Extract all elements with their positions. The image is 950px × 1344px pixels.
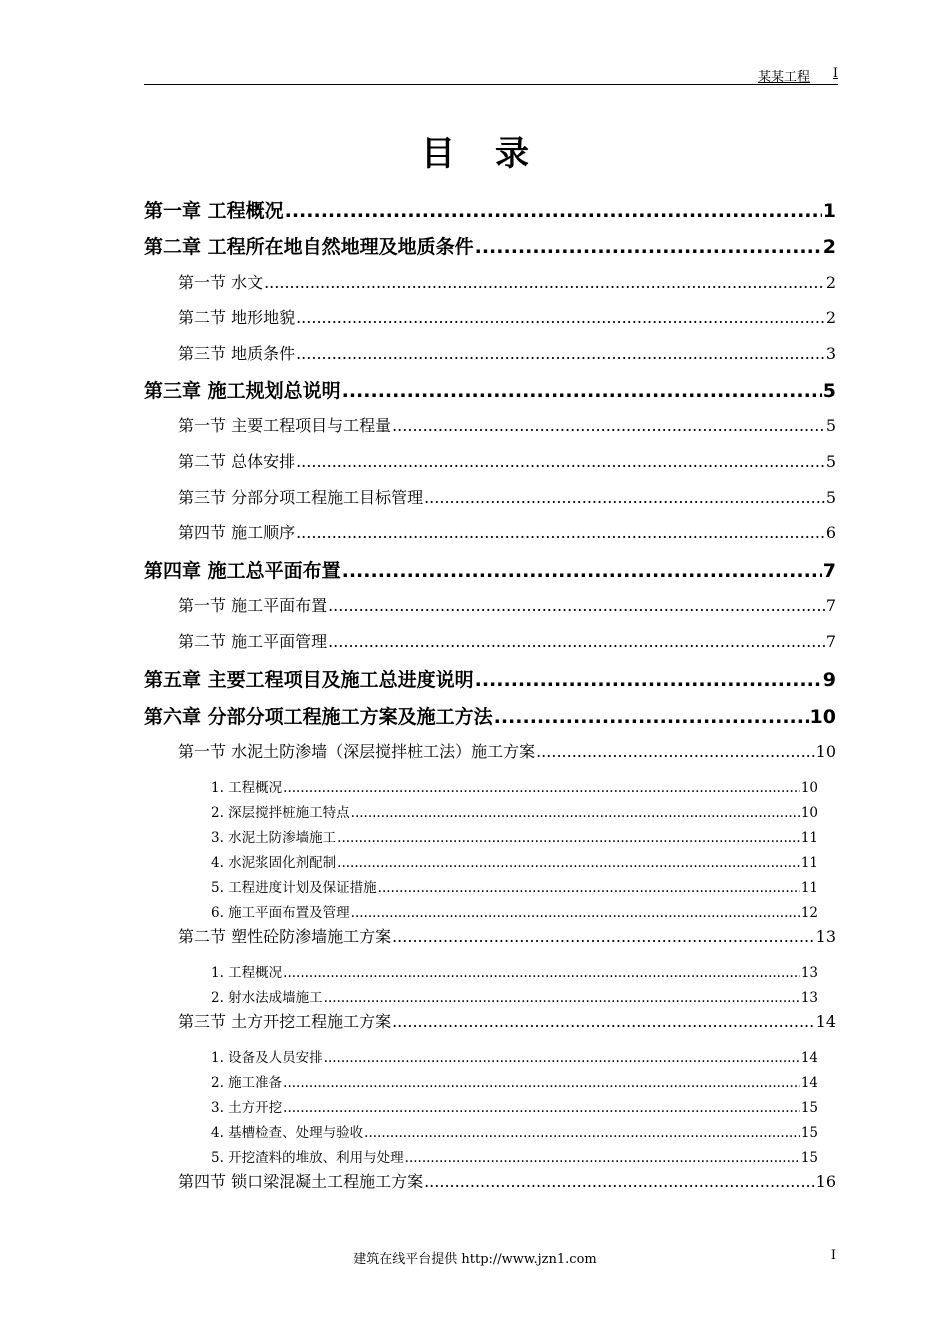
toc-entry-page: 9 xyxy=(822,669,836,691)
toc-entry[interactable] xyxy=(211,1071,818,1091)
toc-dot-leader xyxy=(296,523,825,542)
toc-dot-leader xyxy=(405,1150,800,1166)
toc-entry-label: 第一节 主要工程项目与工程量 xyxy=(178,416,392,435)
toc-entry[interactable] xyxy=(144,702,836,729)
toc-entry-label: 3. 水泥土防渗墙施工 xyxy=(211,830,337,846)
toc-entry-label: 5. 开挖渣料的堆放、利用与处理 xyxy=(211,1150,404,1166)
toc-entry-label: 第一节 水泥土防渗墙（深层搅拌桩工法）施工方案 xyxy=(178,742,536,761)
toc-entry-page: 5 xyxy=(825,416,836,435)
toc-entry[interactable] xyxy=(211,986,818,1006)
toc-entry[interactable] xyxy=(211,1121,818,1141)
toc-entry-page: 10 xyxy=(815,742,836,761)
toc-entry-page: 2 xyxy=(822,236,836,258)
toc-entry[interactable] xyxy=(211,776,818,796)
toc-entry[interactable] xyxy=(178,629,836,652)
toc-entry[interactable] xyxy=(144,376,836,403)
toc-entry[interactable] xyxy=(178,449,836,472)
toc-entry-page: 15 xyxy=(800,1100,818,1116)
toc-dot-leader xyxy=(392,927,815,946)
toc-entry-label: 第二节 总体安排 xyxy=(178,452,296,471)
toc-entry[interactable] xyxy=(178,341,836,364)
toc-entry-label: 第一节 施工平面布置 xyxy=(178,596,328,615)
toc-entry-page: 14 xyxy=(815,1012,836,1031)
page-title: 目录 xyxy=(421,134,569,174)
toc-entry-label: 第六章 分部分项工程施工方案及施工方法 xyxy=(144,706,493,728)
toc-dot-leader xyxy=(296,452,825,471)
toc-entry-label: 1. 设备及人员安排 xyxy=(211,1050,323,1066)
toc-entry-page: 11 xyxy=(800,830,818,846)
toc-entry-page: 16 xyxy=(815,1172,836,1191)
toc-entry-label: 第四节 施工顺序 xyxy=(178,523,296,542)
toc-entry-label: 5. 工程进度计划及保证措施 xyxy=(211,880,377,896)
toc-entry-label: 第三章 施工规划总说明 xyxy=(144,380,341,402)
toc-dot-leader xyxy=(475,236,822,258)
toc-entry-label: 4. 水泥浆固化剂配制 xyxy=(211,855,337,871)
toc-entry-page: 5 xyxy=(825,452,836,471)
toc-dot-leader xyxy=(392,1012,815,1031)
toc-entry-page: 5 xyxy=(825,488,836,507)
toc-entry-label: 2. 射水法成墙施工 xyxy=(211,990,323,1006)
toc-entry-page: 15 xyxy=(800,1125,818,1141)
toc-entry[interactable] xyxy=(211,961,818,981)
toc-dot-leader xyxy=(296,344,825,363)
toc-dot-leader xyxy=(342,560,822,582)
toc-dot-leader xyxy=(283,1100,800,1116)
toc-entry[interactable] xyxy=(178,485,836,508)
toc-entry-page: 15 xyxy=(800,1150,818,1166)
header-page-number: I xyxy=(832,66,838,81)
toc-dot-leader xyxy=(351,805,800,821)
toc-entry-label: 3. 土方开挖 xyxy=(211,1100,283,1116)
page-header xyxy=(144,66,838,85)
footer-page-number: I xyxy=(830,1248,836,1263)
toc-entry-label: 第四节 锁口梁混凝土工程施工方案 xyxy=(178,1172,424,1191)
toc-entry[interactable] xyxy=(178,924,836,947)
toc-dot-leader xyxy=(378,880,800,896)
toc-entry[interactable] xyxy=(144,665,836,692)
toc-entry[interactable] xyxy=(178,520,836,543)
footer-text: 建筑在线平台提供 http://www.jzn1.com xyxy=(353,1252,597,1267)
toc-entry-label: 6. 施工平面布置及管理 xyxy=(211,905,350,921)
toc-entry[interactable] xyxy=(211,1046,818,1066)
toc-entry-label: 1. 工程概况 xyxy=(211,780,283,796)
toc-dot-leader xyxy=(324,990,800,1006)
toc-entry-label: 第三节 土方开挖工程施工方案 xyxy=(178,1012,392,1031)
toc-entry-label: 第一章 工程概况 xyxy=(144,200,284,222)
toc-entry-page: 12 xyxy=(800,905,818,921)
toc-entry-page: 7 xyxy=(825,632,836,651)
toc-entry-label: 1. 工程概况 xyxy=(211,965,283,981)
toc-entry-page: 11 xyxy=(800,880,818,896)
toc-dot-leader xyxy=(337,830,800,846)
toc-dot-leader xyxy=(285,200,822,222)
toc-entry-label: 第二章 工程所在地自然地理及地质条件 xyxy=(144,236,474,258)
toc-entry[interactable] xyxy=(178,1009,836,1032)
toc-entry-page: 2 xyxy=(825,308,836,327)
toc-entry-page: 10 xyxy=(800,805,818,821)
header-title: 某某工程 xyxy=(757,70,810,85)
toc-dot-leader xyxy=(264,273,825,292)
toc-entry[interactable] xyxy=(178,413,836,436)
toc-entry[interactable] xyxy=(211,851,818,871)
toc-dot-leader xyxy=(364,1125,800,1141)
toc-dot-leader xyxy=(392,416,825,435)
toc-entry[interactable] xyxy=(144,232,836,259)
toc-entry-label: 2. 深层搅拌桩施工特点 xyxy=(211,805,350,821)
toc-entry-page: 13 xyxy=(815,927,836,946)
toc-entry[interactable] xyxy=(178,305,836,328)
toc-dot-leader xyxy=(494,706,809,728)
toc-entry-label: 第五章 主要工程项目及施工总进度说明 xyxy=(144,669,474,691)
toc-entry-page: 11 xyxy=(800,855,818,871)
toc-entry[interactable] xyxy=(211,876,818,896)
toc-entry[interactable] xyxy=(211,1146,818,1166)
toc-entry-label: 2. 施工准备 xyxy=(211,1075,283,1091)
toc-dot-leader xyxy=(324,1050,800,1066)
toc-entry-page: 10 xyxy=(809,706,836,728)
toc-entry-label: 第二节 地形地貌 xyxy=(178,308,296,327)
toc-entry-page: 6 xyxy=(825,523,836,542)
toc-dot-leader xyxy=(296,308,825,327)
toc-entry-page: 14 xyxy=(800,1050,818,1066)
toc-entry-page: 10 xyxy=(800,780,818,796)
toc-dot-leader xyxy=(283,1075,800,1091)
toc-entry-label: 第三节 分部分项工程施工目标管理 xyxy=(178,488,424,507)
toc-entry[interactable] xyxy=(211,901,818,921)
toc-entry[interactable] xyxy=(178,1169,836,1192)
toc-dot-leader xyxy=(536,742,815,761)
toc-entry-page: 7 xyxy=(825,596,836,615)
toc-entry-label: 4. 基槽检查、处理与验收 xyxy=(211,1125,364,1141)
toc-dot-leader xyxy=(351,905,800,921)
toc-dot-leader xyxy=(342,380,822,402)
toc-entry[interactable] xyxy=(144,556,836,583)
toc-entry[interactable] xyxy=(178,593,836,616)
toc-dot-leader xyxy=(328,596,825,615)
toc-entry[interactable] xyxy=(211,1096,818,1116)
toc-entry-label: 第三节 地质条件 xyxy=(178,344,296,363)
toc-dot-leader xyxy=(283,780,800,796)
toc-entry-page: 13 xyxy=(800,965,818,981)
toc-entry-page: 5 xyxy=(822,380,836,402)
toc-entry[interactable] xyxy=(178,739,836,762)
toc-entry-page: 14 xyxy=(800,1075,818,1091)
toc-entry[interactable] xyxy=(144,196,836,223)
toc-entry-page: 3 xyxy=(825,344,836,363)
toc-entry-page: 13 xyxy=(800,990,818,1006)
toc-entry-page: 2 xyxy=(825,273,836,292)
toc-dot-leader xyxy=(283,965,800,981)
toc-entry[interactable] xyxy=(178,270,836,293)
toc-entry-label: 第二节 塑性砼防渗墙施工方案 xyxy=(178,927,392,946)
toc-entry[interactable] xyxy=(211,801,818,821)
toc-entry-label: 第二节 施工平面管理 xyxy=(178,632,328,651)
toc-dot-leader xyxy=(475,669,822,691)
toc-entry-label: 第四章 施工总平面布置 xyxy=(144,560,341,582)
toc-dot-leader xyxy=(328,632,825,651)
toc-entry-page: 7 xyxy=(822,560,836,582)
toc-dot-leader xyxy=(337,855,800,871)
toc-dot-leader xyxy=(424,488,825,507)
toc-entry[interactable] xyxy=(211,826,818,846)
toc-entry-page: 1 xyxy=(822,200,836,222)
toc-dot-leader xyxy=(424,1172,815,1191)
toc-entry-label: 第一节 水文 xyxy=(178,273,264,292)
